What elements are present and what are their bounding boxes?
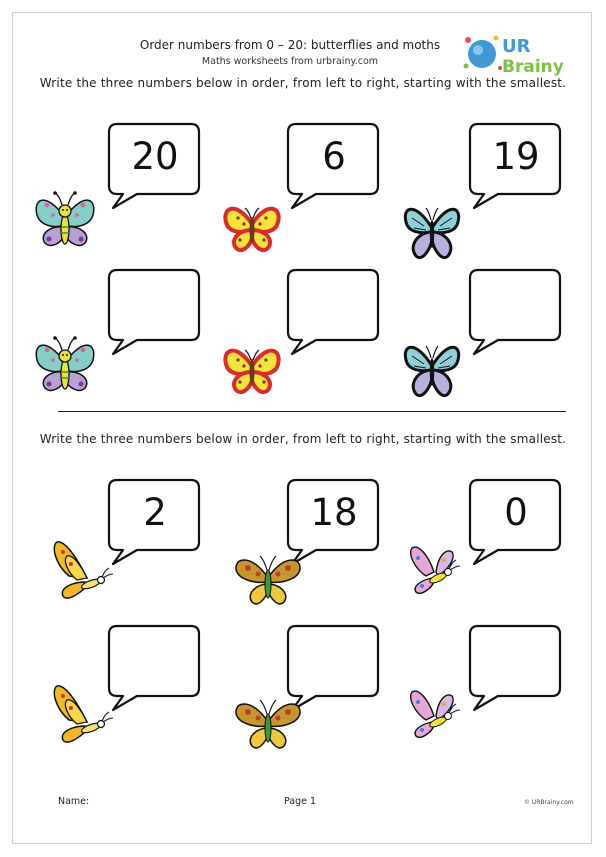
page-number: Page 1	[284, 796, 317, 807]
number-value: 0	[504, 491, 528, 534]
worksheet-subtitle: Maths worksheets from urbrainy.com	[201, 56, 379, 67]
number-value: 18	[310, 491, 358, 534]
worksheet-title: Order numbers from 0 – 20: butterflies and moths	[139, 38, 441, 52]
number-card-2	[218, 122, 388, 252]
answer-box-2[interactable]	[218, 268, 388, 398]
logo-text-top: UR	[502, 36, 531, 57]
pink-butterfly-icon	[404, 686, 464, 742]
number-card-1	[35, 122, 205, 252]
answer-box-1[interactable]	[35, 268, 205, 398]
urbrainy-logo	[460, 30, 580, 80]
pink-butterfly-icon	[404, 542, 464, 598]
number-card-3	[400, 122, 570, 252]
answer-box-4[interactable]	[35, 624, 205, 754]
answer-box-3[interactable]	[400, 268, 570, 398]
teal-butterfly-icon	[35, 330, 95, 394]
blue-butterfly-icon	[402, 340, 462, 400]
teal-butterfly-icon	[35, 185, 95, 249]
logo-text-bottom: Brainy	[502, 57, 564, 77]
yellow-butterfly-icon	[47, 538, 117, 604]
brown-butterfly-icon	[234, 548, 302, 610]
section-divider	[58, 411, 566, 412]
yellow-butterfly-icon	[47, 682, 117, 748]
instruction-section-1: Write the three numbers below in order, from left to right, starting with the smallest.	[39, 76, 567, 90]
number-value: 20	[131, 135, 179, 178]
answer-box-6[interactable]	[400, 624, 570, 754]
instruction-section-2: Write the three numbers below in order, from left to right, starting with the smallest.	[39, 432, 567, 446]
red-yellow-butterfly-icon	[224, 200, 282, 256]
number-value: 6	[322, 135, 346, 178]
number-card-5	[218, 478, 388, 608]
brown-butterfly-icon	[234, 692, 302, 754]
red-yellow-butterfly-icon	[224, 342, 282, 398]
name-label: Name:	[58, 796, 90, 807]
blue-butterfly-icon	[402, 202, 462, 262]
number-value: 19	[492, 135, 540, 178]
number-card-6	[400, 478, 570, 608]
number-card-4	[35, 478, 205, 608]
answer-box-5[interactable]	[218, 624, 388, 754]
number-value: 2	[143, 491, 167, 534]
copyright-text: © URBrainy.com	[524, 799, 574, 806]
